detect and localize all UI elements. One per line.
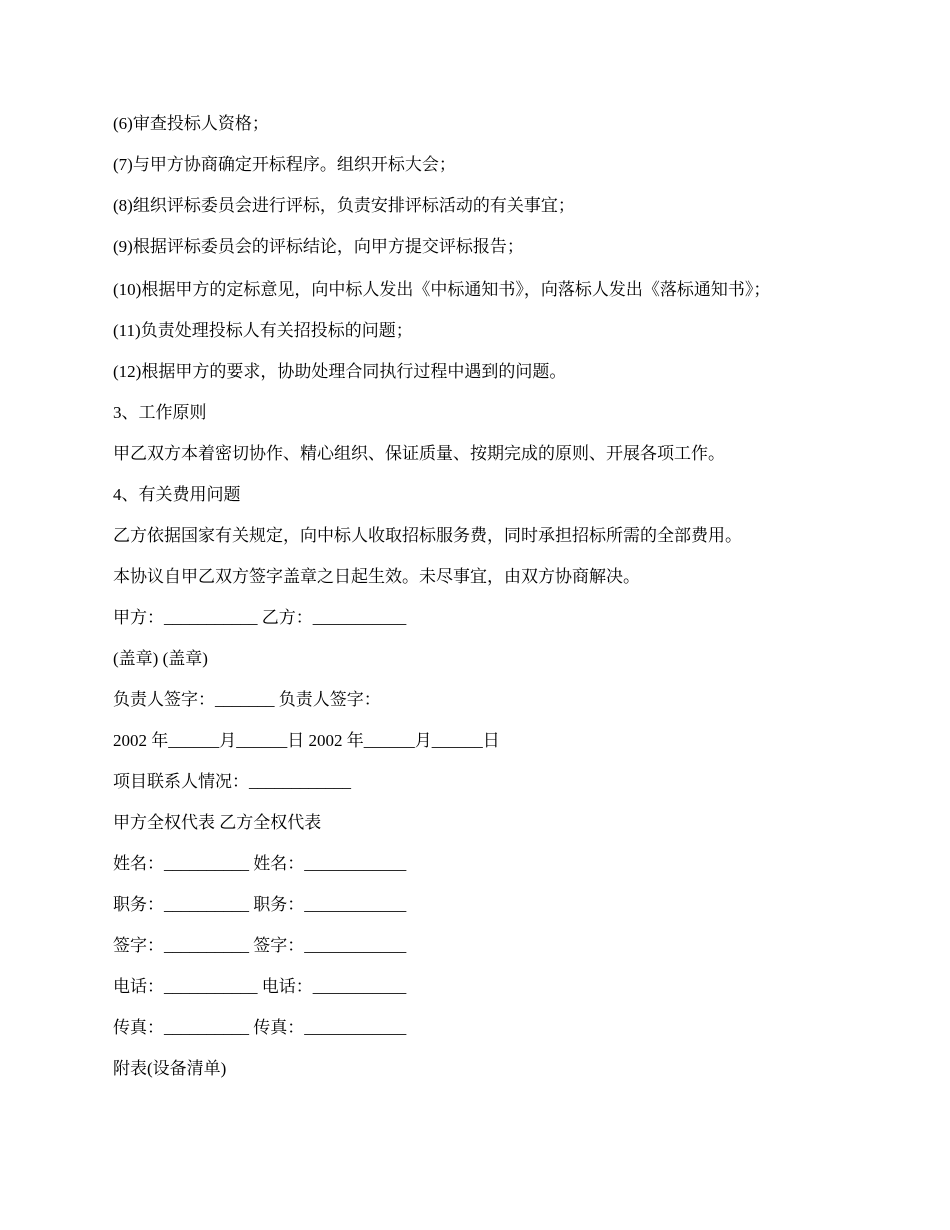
clause-8-evaluation-committee: (8)组织评标委员会进行评标，负责安排评标活动的有关事宜； — [113, 196, 575, 215]
clause-12-contract-assistance: (12)根据甲方的要求，协助处理合同执行过程中遇到的问题。 — [113, 362, 567, 381]
fax-line: 传真：__________ 传真：____________ — [113, 1018, 407, 1037]
position-line: 职务：__________ 职务：____________ — [113, 895, 407, 914]
clause-7-bid-opening: (7)与甲方协商确定开标程序。组织开标大会； — [113, 155, 456, 174]
section-3-heading: 3、工作原则 — [113, 403, 207, 422]
responsible-person-signature-line: 负责人签字：_______ 负责人签字： — [113, 690, 381, 709]
phone-line: 电话：___________ 电话：___________ — [113, 977, 407, 996]
project-contact-line: 项目联系人情况：____________ — [113, 772, 351, 791]
attachment-equipment-list: 附表(设备清单) — [113, 1059, 227, 1078]
name-line: 姓名：__________ 姓名：____________ — [113, 854, 407, 873]
section-4-heading: 4、有关费用问题 — [113, 485, 241, 504]
date-line: 2002 年______月______日 2002 年______月______日 — [113, 731, 500, 750]
clause-11-bidder-issues: (11)负责处理投标人有关招投标的问题； — [113, 321, 413, 340]
signature-line: 签字：__________ 签字：____________ — [113, 936, 407, 955]
representatives-heading: 甲方全权代表 乙方全权代表 — [113, 813, 322, 832]
clause-9-evaluation-report: (9)根据评标委员会的评标结论，向甲方提交评标报告； — [113, 237, 524, 256]
section-3-body: 甲乙双方本着密切协作、精心组织、保证质量、按期完成的原则、开展各项工作。 — [113, 444, 725, 463]
clause-10-award-notices: (10)根据甲方的定标意见，向中标人发出《中标通知书》，向落标人发出《落标通知书》； — [113, 280, 771, 299]
effectiveness-statement: 本协议自甲乙双方签字盖章之日起生效。未尽事宜，由双方协商解决。 — [113, 567, 640, 586]
party-signature-line: 甲方：___________ 乙方：___________ — [113, 608, 407, 627]
clause-6-qualification-review: (6)审查投标人资格； — [113, 114, 269, 133]
seal-line: (盖章) (盖章) — [113, 649, 208, 668]
section-4-body: 乙方依据国家有关规定，向中标人收取招标服务费，同时承担招标所需的全部费用。 — [113, 526, 742, 545]
